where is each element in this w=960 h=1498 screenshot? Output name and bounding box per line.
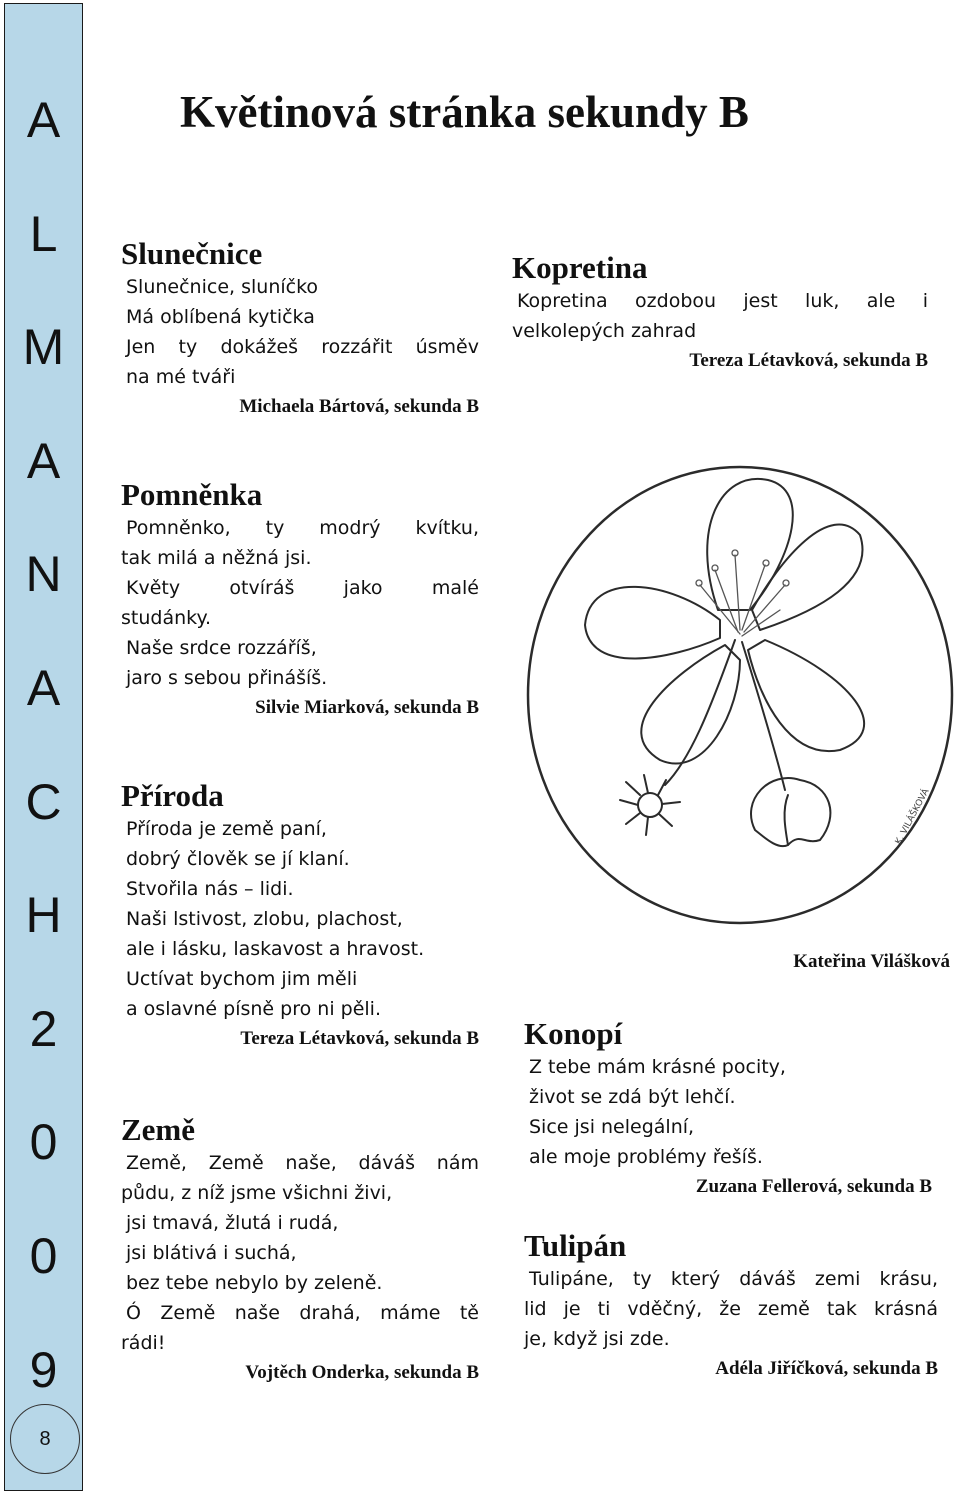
poem-kopretina bbox=[512, 250, 928, 376]
poem-title: Konopí bbox=[524, 1016, 623, 1051]
poem-priroda bbox=[121, 778, 479, 1054]
artist-credit: Kateřina Vilášková bbox=[793, 951, 950, 972]
poem-line: Stvořila nás – lidi. bbox=[126, 878, 294, 900]
poem-author: Tereza Létavková, sekunda B bbox=[689, 350, 928, 371]
poem-tulipan bbox=[524, 1228, 938, 1384]
poem-line: jsi tmavá, žlutá i rudá, bbox=[126, 1212, 339, 1234]
flower-petals bbox=[585, 479, 864, 764]
poem-line: Tulipáne, ty který dáváš zemi krásu, bbox=[529, 1268, 938, 1290]
page-title: Květinová stránka sekundy B bbox=[180, 87, 749, 137]
sidebar-letter: A bbox=[26, 92, 61, 148]
sidebar-letter: M bbox=[22, 319, 65, 376]
poem-konopi bbox=[524, 1016, 932, 1202]
sidebar-letters bbox=[5, 64, 82, 1427]
sidebar-letter: H bbox=[25, 887, 62, 944]
bell-flower bbox=[751, 778, 830, 846]
flower-drawing bbox=[520, 460, 960, 930]
poem-line: tak milá a něžná jsi. bbox=[121, 547, 312, 569]
poem-pomnenka bbox=[121, 477, 479, 723]
sidebar-letter: C bbox=[25, 773, 62, 830]
poem-line: Země, Země naše, dáváš nám bbox=[126, 1152, 479, 1174]
poem-line: Uctívat bychom jim měli bbox=[126, 968, 358, 990]
poem-title: Příroda bbox=[121, 778, 224, 813]
poem-line: na mé tváři bbox=[126, 366, 236, 388]
artist-signature: K. VILÁŠKOVÁ bbox=[893, 787, 932, 847]
poem-zeme bbox=[121, 1112, 479, 1388]
sidebar-letter: 0 bbox=[29, 1227, 58, 1284]
poem-line: dobrý člověk se jí klaní. bbox=[126, 848, 350, 870]
poem-line: Slunečnice, sluníčko bbox=[126, 276, 319, 298]
small-daisy bbox=[620, 775, 680, 835]
poem-line: Naši lstivost, zlobu, plachost, bbox=[126, 908, 403, 930]
poem-line: Má oblíbená kytička bbox=[126, 306, 315, 328]
poem-author: Silvie Miarková, sekunda B bbox=[255, 697, 479, 718]
poem-line: rádi! bbox=[121, 1332, 166, 1354]
poem-line: Příroda je země paní, bbox=[126, 818, 327, 840]
poem-line: Pomněnko, ty modrý kvítku, bbox=[126, 517, 479, 539]
poem-line: velkolepých zahrad bbox=[512, 320, 697, 342]
poem-line: život se zdá být lehčí. bbox=[529, 1086, 736, 1108]
poem-title: Tulipán bbox=[524, 1228, 627, 1263]
poem-line: Jen ty dokážeš rozzářit úsměv bbox=[126, 336, 479, 358]
poem-line: jsi blátivá i suchá, bbox=[126, 1242, 297, 1264]
poem-author: Zuzana Fellerová, sekunda B bbox=[695, 1176, 932, 1197]
poem-author: Michaela Bártová, sekunda B bbox=[239, 396, 479, 417]
poem-line: jaro s sebou přinášíš. bbox=[126, 667, 328, 689]
poem-author: Tereza Létavková, sekunda B bbox=[240, 1028, 479, 1049]
poem-line: půdu, z níž jsme všichni živi, bbox=[121, 1182, 393, 1204]
poem-title: Slunečnice bbox=[121, 236, 263, 271]
poem-line: lid je ti vděčný, že země tak krásná bbox=[524, 1298, 938, 1320]
poem-line: Sice jsi nelegální, bbox=[529, 1116, 695, 1138]
sidebar-letter: A bbox=[26, 432, 61, 489]
almanach-sidebar bbox=[4, 3, 83, 1491]
poem-author: Adéla Jiříčková, sekunda B bbox=[715, 1358, 938, 1379]
poem-line: a oslavné písně pro ni pěli. bbox=[126, 998, 381, 1020]
poem-author: Vojtěch Onderka, sekunda B bbox=[245, 1362, 479, 1383]
poem-title: Země bbox=[121, 1112, 196, 1147]
sidebar-letter: 0 bbox=[29, 1114, 58, 1171]
sidebar-letter: N bbox=[25, 546, 62, 603]
poem-line: Kopretina ozdobou jest luk, ale i bbox=[517, 290, 928, 312]
sidebar-letter: 9 bbox=[29, 1341, 58, 1398]
poem-line: Ó Země naše drahá, máme tě bbox=[126, 1302, 479, 1324]
poem-line: Květy otvíráš jako malé bbox=[126, 577, 479, 599]
poem-slunecnice bbox=[121, 236, 479, 422]
poem-line: studánky. bbox=[121, 607, 212, 629]
sidebar-letter: A bbox=[26, 659, 61, 716]
sidebar-letter: L bbox=[29, 205, 58, 262]
poem-line: bez tebe nebylo by zeleně. bbox=[126, 1272, 383, 1294]
poem-title: Pomněnka bbox=[121, 477, 263, 512]
poem-line: je, když jsi zde. bbox=[524, 1328, 670, 1350]
sidebar-letter: 2 bbox=[29, 1000, 58, 1057]
poem-line: Z tebe mám krásné pocity, bbox=[529, 1056, 786, 1078]
poem-line: Naše srdce rozzáříš, bbox=[126, 637, 317, 659]
poem-line: ale moje problémy řešíš. bbox=[529, 1146, 763, 1168]
poem-line: ale i lásku, laskavost a hravost. bbox=[126, 938, 425, 960]
poem-title: Kopretina bbox=[512, 250, 648, 285]
page-number: 8 bbox=[10, 1404, 80, 1474]
